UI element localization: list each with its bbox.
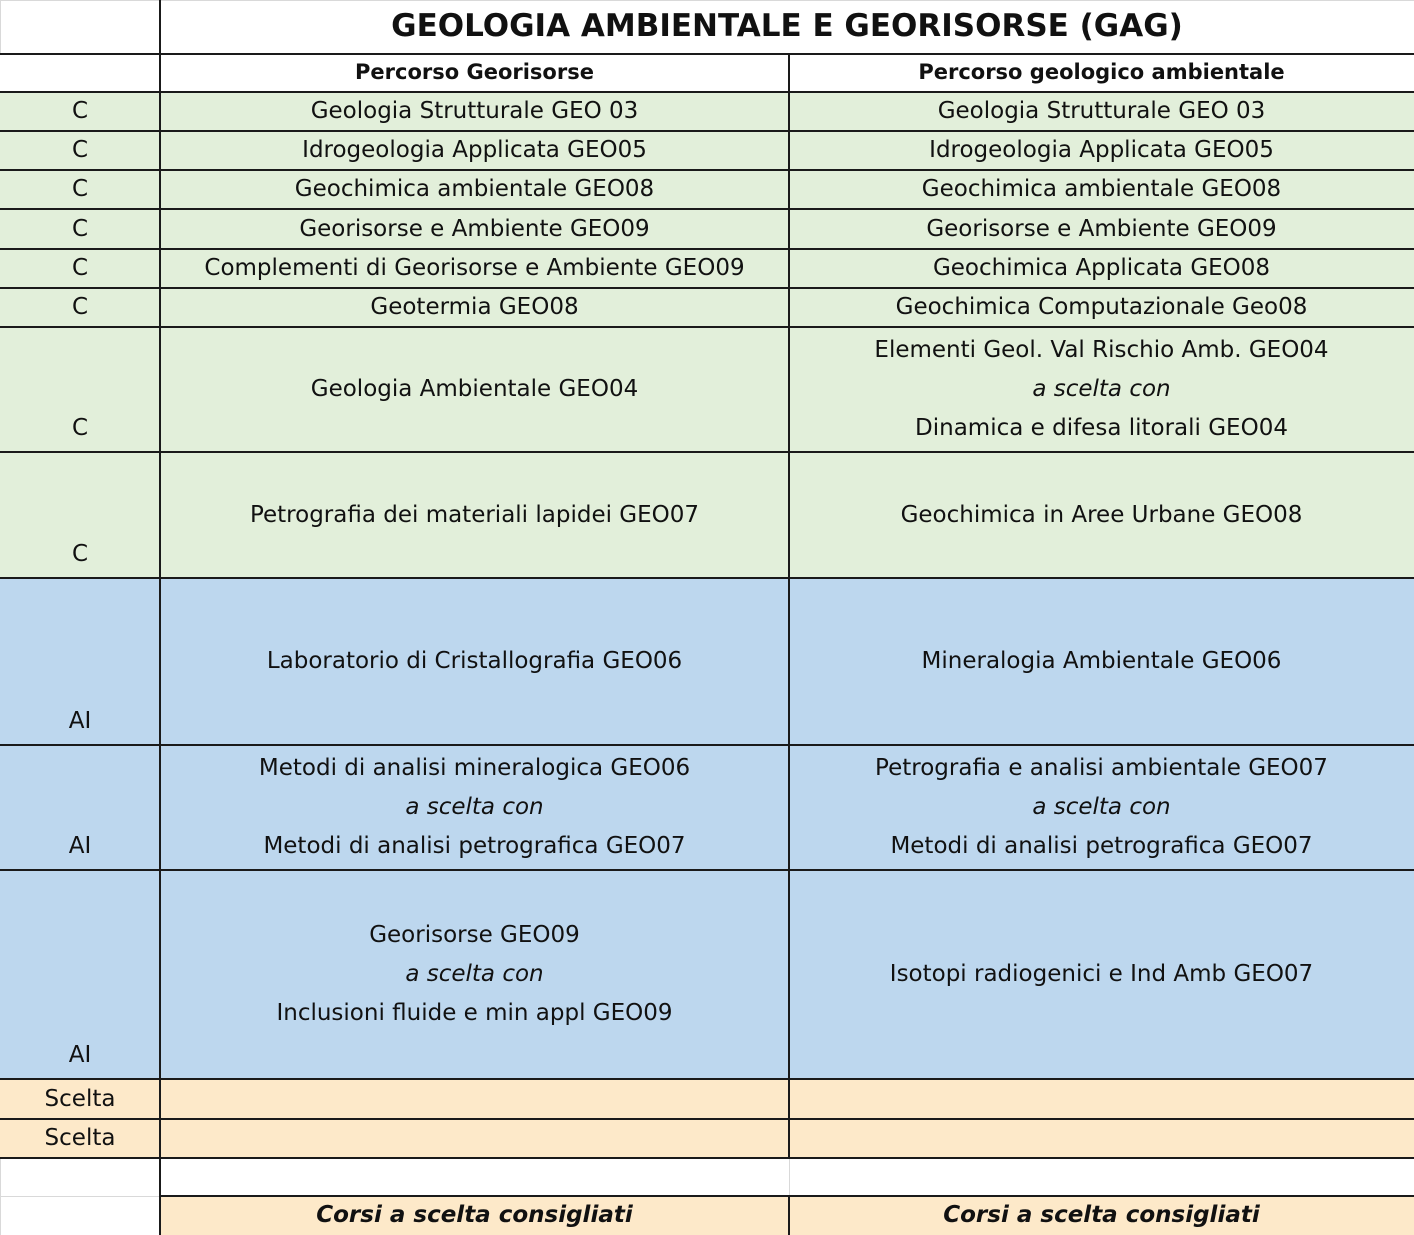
row-border xyxy=(0,451,1414,453)
course-name: Dinamica e difesa litorali GEO04 xyxy=(915,415,1288,441)
column-header-georisorse: Percorso Georisorse xyxy=(355,60,594,84)
row-border xyxy=(0,287,1414,289)
course-name: Georisorse GEO09 xyxy=(369,922,580,948)
row-border xyxy=(0,869,1414,871)
cell-ambientale xyxy=(789,452,1414,578)
row-border xyxy=(0,1118,1414,1120)
column-header-ambientale: Percorso geologico ambientale xyxy=(918,60,1285,84)
row-border xyxy=(0,169,1414,171)
cell-georisorse xyxy=(160,288,789,327)
row-border xyxy=(0,248,1414,250)
row-border xyxy=(0,130,1414,132)
row-code: C xyxy=(71,255,89,281)
course-name: Geotermia GEO08 xyxy=(370,294,579,320)
cell-georisorse xyxy=(160,452,789,578)
row-border xyxy=(0,91,1414,93)
row-code: C xyxy=(71,294,89,320)
row-code: AI xyxy=(68,1042,92,1068)
course-name: Georisorse e Ambiente GEO09 xyxy=(299,215,650,242)
row-code: AI xyxy=(68,833,92,859)
row-border xyxy=(0,208,1414,210)
row-border xyxy=(0,577,1414,579)
cell-ambientale xyxy=(789,170,1414,209)
cell-ambientale xyxy=(789,745,1414,870)
row-border xyxy=(0,326,1414,328)
column-border xyxy=(788,53,790,1158)
cell-ambientale xyxy=(789,131,1414,170)
cell-ambientale xyxy=(789,249,1414,288)
gridline xyxy=(789,1158,790,1196)
choice-note: a scelta con xyxy=(1032,376,1171,402)
course-name: Isotopi radiogenici e Ind Amb GEO07 xyxy=(889,961,1314,987)
row-border xyxy=(0,1157,1414,1159)
course-name: Metodi di analisi mineralogica GEO06 xyxy=(258,755,691,781)
course-name: Mineralogia Ambientale GEO06 xyxy=(921,648,1282,674)
row-fill-scelta xyxy=(0,1119,1414,1158)
row-code: C xyxy=(71,98,89,124)
course-name: Metodi di analisi petrografica GEO07 xyxy=(890,833,1313,859)
course-name: Laboratorio di Cristallografia GEO06 xyxy=(266,648,683,674)
cell-georisorse xyxy=(160,209,789,249)
cell-georisorse xyxy=(160,745,789,870)
row-border xyxy=(0,53,1414,55)
cell-georisorse xyxy=(160,170,789,209)
row-code: AI xyxy=(68,708,92,734)
course-name: Idrogeologia Applicata GEO05 xyxy=(929,137,1274,163)
course-name: Elementi Geol. Val Rischio Amb. GEO04 xyxy=(874,337,1329,363)
row-border xyxy=(160,1195,1414,1197)
row-fill-scelta xyxy=(0,1079,1414,1119)
cell-ambientale xyxy=(789,209,1414,249)
row-code: Scelta xyxy=(44,1085,116,1112)
gridline xyxy=(0,1158,1,1235)
row-border xyxy=(0,1078,1414,1080)
gridline xyxy=(0,1196,160,1197)
column-border xyxy=(788,1196,790,1235)
gridline xyxy=(0,0,1,53)
cell-ambientale xyxy=(789,870,1414,1079)
cell-ambientale xyxy=(789,288,1414,327)
course-name: Complementi di Georisorse e Ambiente GEO09 xyxy=(204,255,745,281)
course-name: Geochimica Applicata GEO08 xyxy=(932,255,1271,281)
course-name: Georisorse e Ambiente GEO09 xyxy=(926,215,1277,242)
course-name: Geochimica ambientale GEO08 xyxy=(294,176,655,202)
cell-georisorse xyxy=(160,578,789,745)
choice-note: a scelta con xyxy=(1032,794,1171,820)
sheet-title: GEOLOGIA AMBIENTALE E GEORISORSE (GAG) xyxy=(391,8,1183,44)
course-name: Geochimica in Aree Urbane GEO08 xyxy=(900,501,1303,528)
row-border xyxy=(0,744,1414,746)
course-name: Geologia Strutturale GEO 03 xyxy=(937,98,1266,124)
row-code: C xyxy=(71,137,89,163)
course-name: Metodi di analisi petrografica GEO07 xyxy=(263,833,686,859)
cell-georisorse xyxy=(160,249,789,288)
course-name: Geologia Strutturale GEO 03 xyxy=(310,98,639,124)
row-code: C xyxy=(71,415,89,441)
choice-note: a scelta con xyxy=(405,961,544,987)
course-name: Geologia Ambientale GEO04 xyxy=(310,376,639,402)
course-name: Idrogeologia Applicata GEO05 xyxy=(302,137,647,163)
cell-ambientale xyxy=(789,578,1414,745)
row-code: Scelta xyxy=(44,1125,116,1151)
cell-ambientale xyxy=(789,327,1414,452)
column-border xyxy=(159,0,161,1235)
cell-georisorse xyxy=(160,327,789,452)
cell-georisorse xyxy=(160,870,789,1079)
cell-ambientale xyxy=(789,92,1414,131)
choice-note: a scelta con xyxy=(405,794,544,820)
course-name: Petrografia e analisi ambientale GEO07 xyxy=(875,755,1328,781)
course-name: Petrografia dei materiali lapidei GEO07 xyxy=(249,501,700,528)
course-name: Geochimica Computazionale Geo08 xyxy=(895,294,1308,320)
footer-ambientale: Corsi a scelta consigliati xyxy=(943,1202,1260,1228)
cell-georisorse xyxy=(160,131,789,170)
cell-georisorse xyxy=(160,92,789,131)
row-code: C xyxy=(71,215,89,242)
course-name: Geochimica ambientale GEO08 xyxy=(921,176,1282,202)
course-name: Inclusioni fluide e min appl GEO09 xyxy=(276,1000,673,1026)
row-code: C xyxy=(71,541,89,567)
row-code: C xyxy=(71,176,89,202)
footer-georisorse: Corsi a scelta consigliati xyxy=(316,1202,633,1228)
